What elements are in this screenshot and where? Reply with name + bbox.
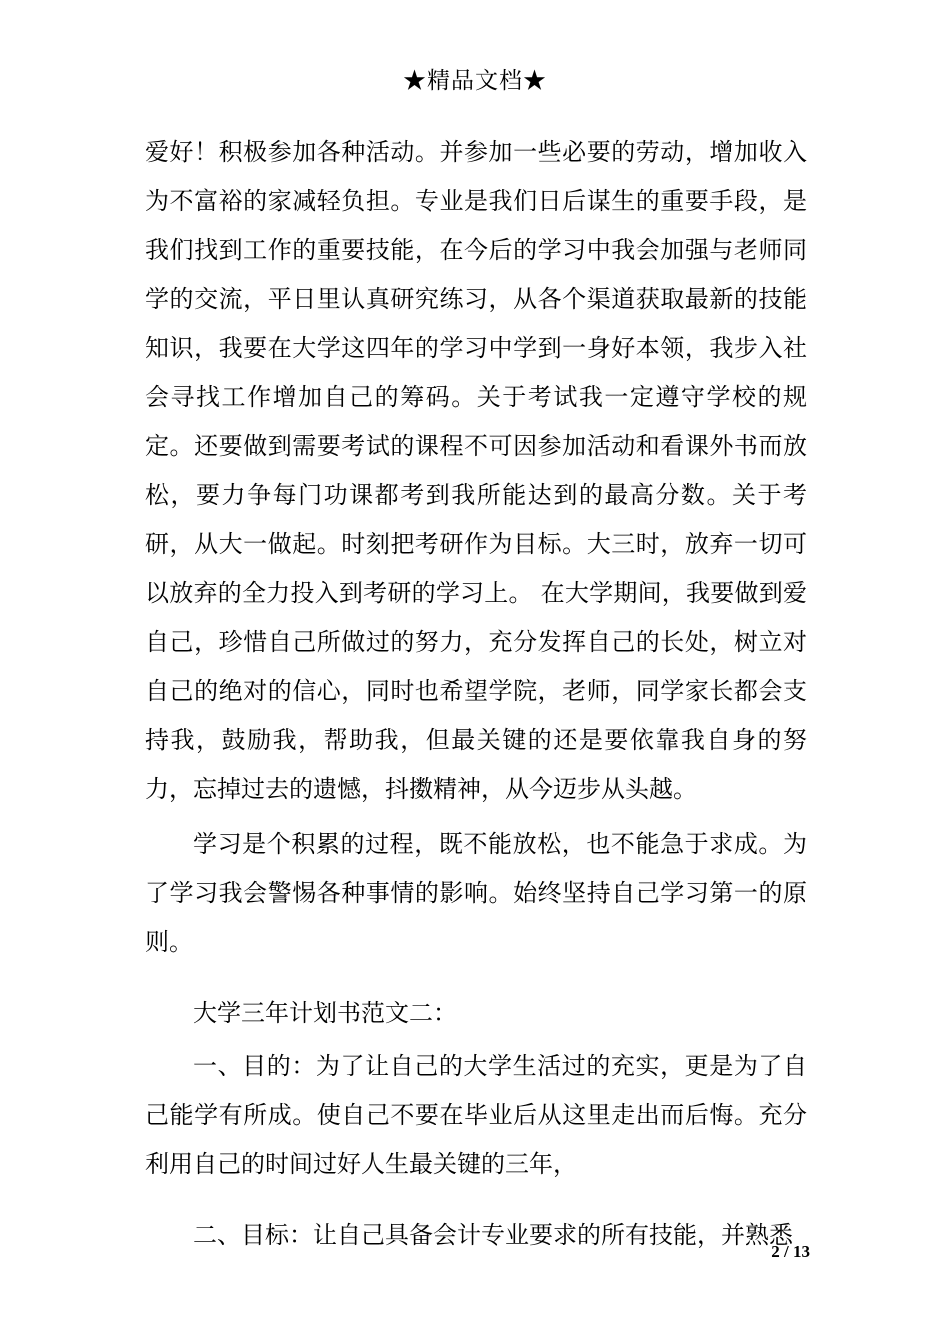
body-paragraph: 爱好！积极参加各种活动。并参加一些必要的劳动，增加收入为不富裕的家减轻负担。专业是我们日后谋生的重要手段，是我们找到工作的重要技能，在今后的学习中我会加强与老师同学的交流，平日里认真研究练习，从各个渠道获取最新的技能知识，我要在大学这四年的学习中学到一身好本领，我步入社会寻找工作增加自己的筹码。关于考试我一定遵守学校的规定。还要做到需要考试的课程不可因参加活动和看课外书而放松，要力争每门功课都考到我所能达到的最高分数。关于考研，从大一做起。时刻把考研作为目标。大三时，放弃一切可以放弃的全力投入到考研的学习上。 在大学期间，我要做到爱自己，珍惜自己所做过的努力，充分发挥自己的长处，树立对自己的绝对的信心，同时也希望学院，老师，同学家长都会支持我，鼓励我，帮助我，但最关键的还是要依靠我自身的努力，忘掉过去的遗憾，抖擞精神，从今迈步从头越。 [145, 138, 807, 803]
document-body [145, 128, 807, 1260]
body-paragraph: 学习是个积累的过程，既不能放松，也不能急于求成。为了学习我会警惕各种事情的影响。始终坚持自己学习第一的原则。 [145, 830, 807, 956]
body-paragraph: 一、目的：为了让自己的大学生活过的充实，更是为了自己能学有所成。使自己不要在毕业后从这里走出而后悔。充分利用自己的时间过好人生最关键的三年， [145, 1052, 807, 1178]
page-number: 2 / 13 [771, 1242, 810, 1261]
section-heading: 大学三年计划书范文二： [193, 999, 457, 1027]
page-header: ★精品文档★ [403, 68, 547, 94]
body-paragraph: 二、目标：让自己具备会计专业要求的所有技能，并熟悉 [193, 1221, 793, 1249]
